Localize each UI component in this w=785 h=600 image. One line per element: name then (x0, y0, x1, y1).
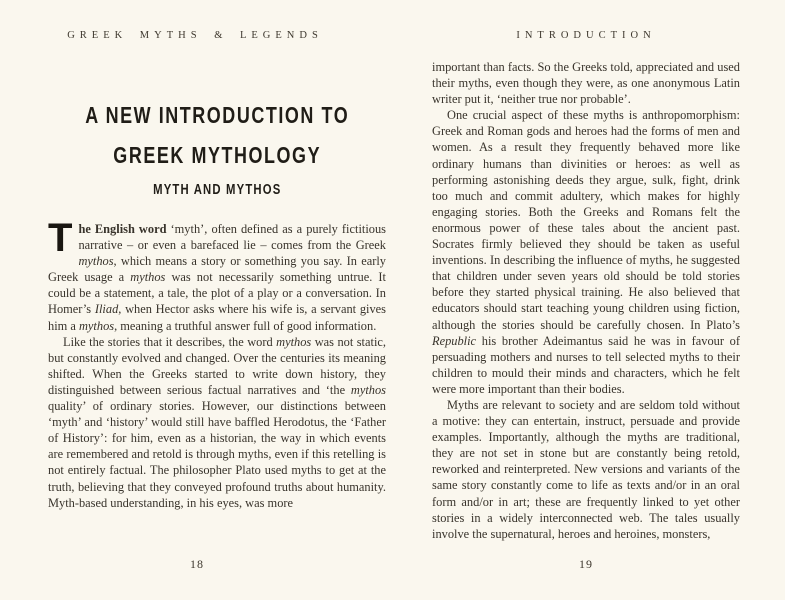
paragraph (48, 216, 386, 334)
text-run: Myths are relevant to society and are seldom told without a motive: they can entertain, instruct, persuade and provide examples. Importantly, although the myths are traditional, they are not set in stone but are constantly being retold, reworked and reinterpreted. New versions and variants of the same story constantly come to life as texts and/or in an oral form and/or in art; these are frequently linked to yet other stories in a widely interconnected web. The tales usually involve the supernatural, heroes and heroines, monsters, (432, 397, 740, 541)
drop-cap: T (48, 216, 73, 260)
page-number-left: 18 (190, 557, 204, 571)
paragraph (48, 334, 386, 511)
text-run: quality’ of ordinary stories. However, our distinctions between ‘myth’ and ‘history’ would still have baffled Herodotus, the ‘Father of History’: for him, even as a historian, the way in which events are remembered and retold is through myths, even if this retelling is not entirely factual. The philosopher Plato used myths to get at the truth, believing that they conveyed profound truths about humanity. Myth-based understanding, in his eyes, was more (48, 399, 386, 510)
chapter-title-text-2: GREEK MYTHOLOGY (113, 142, 321, 168)
running-header-right: INTRODUCTION (516, 30, 656, 41)
text-run: Iliad (94, 302, 119, 317)
chapter-title-text-1: A NEW INTRODUCTION TO (85, 102, 350, 128)
running-header-left: GREEK MYTHS & LEGENDS (67, 30, 323, 41)
text-run: Republic (432, 333, 477, 348)
text-run: was not necessarily something untrue. It could be a statement, a tale, the plot of a play or a conversation. In Homer’s (48, 270, 386, 317)
section-heading (48, 180, 386, 200)
body-text-right (432, 59, 740, 542)
text-run: mythos (78, 318, 115, 333)
paragraph (432, 397, 740, 542)
left-page (48, 0, 386, 600)
page-number-right: 19 (579, 557, 593, 571)
text-run: , which means a story or something you say. In early Greek usage a (48, 254, 386, 285)
text-run: ‘myth’, often defined as a purely fictitious narrative – or even a barefaced lie – comes from the Greek (78, 222, 386, 253)
body-text-left (48, 216, 386, 511)
paragraph (432, 59, 740, 107)
paragraph (432, 107, 740, 397)
text-run: important than facts. So the Greeks told, appreciated and used their myths, even though they were, as one anonymous Latin writer put it, ‘neither true nor probable’. (432, 60, 740, 107)
right-page (432, 0, 740, 600)
section-heading-text: MYTH AND MYTHOS (152, 182, 282, 198)
chapter-title-line-1 (48, 95, 386, 135)
text-run: , meaning a truthful answer full of good information. (114, 318, 377, 333)
text-run: mythos (78, 254, 114, 269)
text-run: his brother Adeimantus said he was in favour of persuading mothers and nurses to tell selected myths to their children to mould their minds and characters, which he felt were more important than their bodies. (432, 333, 740, 396)
text-run: Like the stories that it describes, the word (63, 334, 277, 349)
text-run: mythos (276, 334, 312, 349)
chapter-title-line-2 (48, 135, 386, 175)
text-run: One crucial aspect of these myths is anthropomorphism: Greek and Roman gods and heroes had the forms of men and women. As a result they frequently behaved more like ordinary humans than divinities or heroes: as well as performing astonishing deeds they argue, sulk, fight, drink too much and commit adultery, which makes for highly engaging stories. Both the Greeks and Romans felt the enormous power of these tales about the ancient past. Socrates firmly believed they should be taken as useful inventions. In describing the influence of myths, he suggested that children under seven years old should be told stories before they started physical training. He also believed that educators should start teaching young children using fiction, although the stories should be carefully chosen. In Plato’s (432, 108, 740, 332)
text-run: mythos (350, 382, 386, 397)
text-run: , when Hector asks where his wife is, a servant gives him a (48, 302, 386, 333)
text-run: was not static, but constantly evolved and changed. Over the centuries its meaning shifted. When the Greeks started to write down history, they distinguished between serious factual narratives and ‘the (48, 334, 386, 397)
chapter-title (48, 95, 386, 175)
text-run: he English word (78, 222, 167, 236)
text-run: mythos (130, 270, 166, 285)
